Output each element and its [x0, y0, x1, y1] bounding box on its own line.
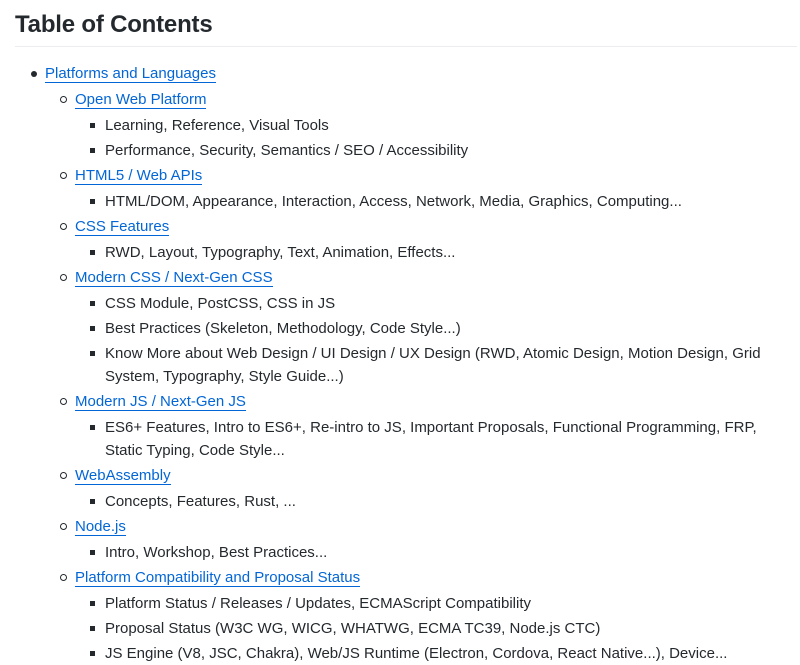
list-item: Performance, Security, Semantics / SEO / Accessibility: [75, 139, 776, 162]
toc-level3-list: [75, 416, 800, 462]
list-item: JS Engine (V8, JSC, Chakra), Web/JS Runtime (Electron, Cordova, React Native...), Device...: [75, 642, 776, 665]
list-item: Learning, Reference, Visual Tools: [75, 114, 776, 137]
toc-section: [45, 215, 800, 264]
link-platforms-and-languages[interactable]: Platforms and Languages: [45, 65, 216, 82]
link-modern-js-next-gen-js[interactable]: Modern JS / Next-Gen JS: [75, 393, 246, 410]
link-webassembly[interactable]: WebAssembly: [75, 467, 171, 484]
toc-level3-list: [75, 490, 800, 513]
toc-level3-list: [75, 292, 800, 388]
link-modern-css-next-gen-css[interactable]: Modern CSS / Next-Gen CSS: [75, 269, 273, 286]
link-node-js[interactable]: Node.js: [75, 518, 126, 535]
toc-level3-list: [75, 190, 800, 213]
list-item: CSS Module, PostCSS, CSS in JS: [75, 292, 776, 315]
list-item: ES6+ Features, Intro to ES6+, Re-intro to JS, Important Proposals, Functional Programming, FRP, Static Typing, Code Style...: [75, 416, 776, 462]
toc-section: [45, 390, 800, 462]
list-item: Intro, Workshop, Best Practices...: [75, 541, 776, 564]
toc-level1-list: [0, 62, 800, 665]
link-platform-compatibility-and-proposal-status[interactable]: Platform Compatibility and Proposal Status: [75, 569, 361, 586]
toc-item-platforms: [0, 62, 800, 665]
list-item: Concepts, Features, Rust, ...: [75, 490, 776, 513]
toc-level3-list: [75, 541, 800, 564]
title-divider: [15, 46, 797, 47]
toc-section: [45, 266, 800, 388]
link-html5-web-apis[interactable]: HTML5 / Web APIs: [75, 167, 203, 184]
list-item: Platform Status / Releases / Updates, ECMAScript Compatibility: [75, 592, 776, 615]
toc-level3-list: [75, 114, 800, 162]
table-of-contents: [0, 62, 800, 665]
toc-level3-list: [75, 592, 800, 665]
toc-level3-list: [75, 241, 800, 264]
list-item: Proposal Status (W3C WG, WICG, WHATWG, ECMA TC39, Node.js CTC): [75, 617, 776, 640]
toc-section: [45, 464, 800, 513]
link-open-web-platform[interactable]: Open Web Platform: [75, 91, 207, 108]
toc-section: [45, 88, 800, 162]
list-item: RWD, Layout, Typography, Text, Animation, Effects...: [75, 241, 776, 264]
toc-section: [45, 515, 800, 564]
page-title: Table of Contents: [15, 11, 213, 38]
list-item: Best Practices (Skeleton, Methodology, Code Style...): [75, 317, 776, 340]
link-css-features[interactable]: CSS Features: [75, 218, 170, 235]
list-item: HTML/DOM, Appearance, Interaction, Access, Network, Media, Graphics, Computing...: [75, 190, 776, 213]
toc-level2-list: [45, 88, 800, 665]
toc-section: [45, 164, 800, 213]
toc-section: [45, 566, 800, 665]
list-item: Know More about Web Design / UI Design / UX Design (RWD, Atomic Design, Motion Design, Grid System, Typography, Style Guide...): [75, 342, 776, 388]
